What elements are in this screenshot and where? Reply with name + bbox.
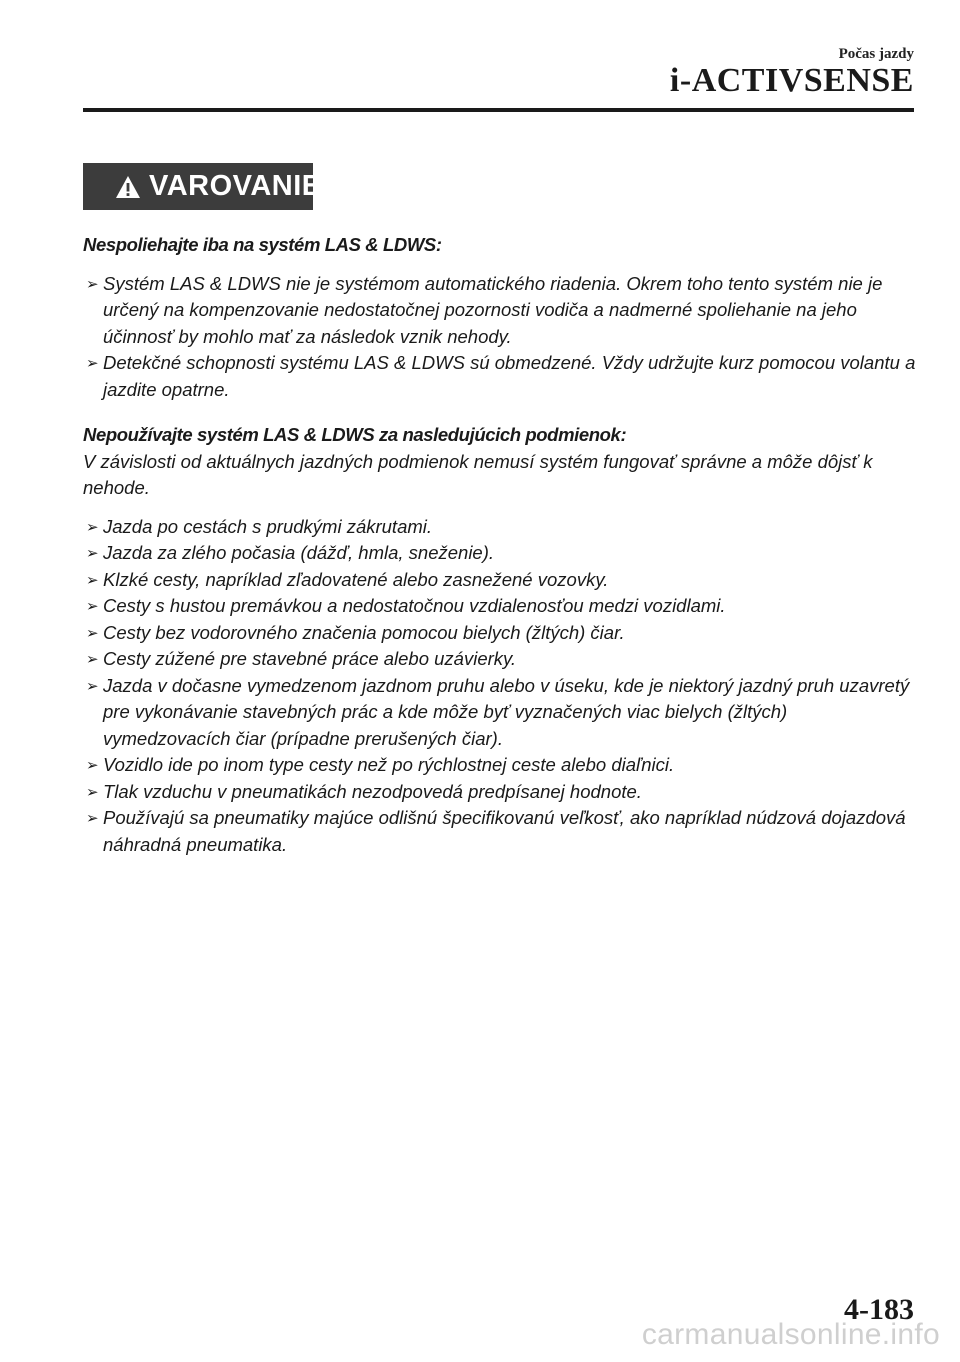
watermark: carmanualsonline.info: [641, 1318, 940, 1351]
list-item: ➢ Cesty bez vodorovného značenia pomocou bielych (žltých) čiar.: [83, 620, 918, 647]
block2-heading: Nepoužívajte systém LAS & LDWS za nasledujúcich podmienok:: [83, 424, 627, 445]
list-item: ➢ Používajú sa pneumatiky majúce odlišnú špecifikovanú veľkosť, ako napríklad núdzová dojazdová náhradná pneumatika.: [86, 807, 906, 855]
bullet-arrow-icon: ➢: [86, 676, 99, 695]
bullet-arrow-icon: ➢: [86, 809, 99, 827]
list-item: ➢ Tlak vzduchu v pneumatikách nezodpovedá predpísanej hodnote.: [83, 779, 918, 806]
list-item: ➢ Cesty s hustou premávkou a nedostatočnou vzdialenosťou medzi vozidlami.: [83, 593, 918, 620]
warning-content: [83, 232, 918, 858]
warning-label: VAROVANIE: [149, 170, 322, 202]
bullet-arrow-icon: ➢: [86, 597, 99, 615]
bullet-arrow-icon: ➢: [86, 544, 99, 562]
bullet-arrow-icon: ➢: [86, 756, 99, 774]
header-divider: [83, 108, 914, 112]
list-item: ➢ Jazda po cestách s prudkými zákrutami.: [83, 514, 918, 541]
bullet-arrow-icon: ➢: [86, 650, 99, 668]
bullet-arrow-icon: ➢: [86, 623, 99, 642]
bullet-arrow-icon: ➢: [86, 274, 99, 293]
block2-intro: V závislosti od aktuálnych jazdných podmienok nemusí systém fungovať správne a môže dôjsť k nehode.: [83, 450, 873, 498]
list-item: ➢ Klzké cesty, napríklad zľadovatené alebo zasnežené vozovky.: [83, 567, 918, 594]
list-item: ➢ Detekčné schopnosti systému LAS & LDWS sú obmedzené. Vždy udržujte kurz pomocou volantu a jazdite opatrne.: [86, 352, 916, 400]
bullet-arrow-icon: ➢: [86, 782, 99, 801]
header-section-title: Počas jazdy: [838, 46, 914, 62]
list-item: ➢ Jazda v dočasne vymedzenom jazdnom pruhu alebo v úseku, kde je niektorý jazdný pruh uzavretý pre vykonávanie stavebných prác a kde môže byť vyznačených viac bielych (žltých) vymedzovacích čiar (prípadne prerušených čiar).: [86, 674, 910, 749]
bullet-arrow-icon: ➢: [86, 354, 99, 372]
block1-list: [83, 271, 918, 404]
list-item: ➢ Jazda za zlého počasia (dážď, hmla, sneženie).: [83, 540, 918, 567]
list-item: ➢ Systém LAS & LDWS nie je systémom automatického riadenia. Okrem toho tento systém nie je určený na kompenzovanie nedostatočnej pozornosti vodiča a nadmerné spoliehanie na jeho účinnosť by mohlo mať za následok vznik nehody.: [86, 272, 883, 347]
warning-badge: [83, 163, 322, 210]
list-item: ➢ Cesty zúžené pre stavebné práce alebo uzávierky.: [83, 646, 918, 673]
page-number: 4-183: [844, 1293, 914, 1326]
block1-heading: Nespoliehajte iba na systém LAS & LDWS:: [83, 234, 442, 255]
block2-list: [83, 514, 918, 859]
list-item: ➢ Vozidlo ide po inom type cesty než po rýchlostnej ceste alebo diaľnici.: [83, 752, 918, 779]
header-chapter-title: i-ACTIVSENSE: [669, 62, 914, 99]
bullet-arrow-icon: ➢: [86, 570, 99, 589]
bullet-arrow-icon: ➢: [86, 517, 99, 536]
warning-triangle-icon: [115, 175, 141, 199]
